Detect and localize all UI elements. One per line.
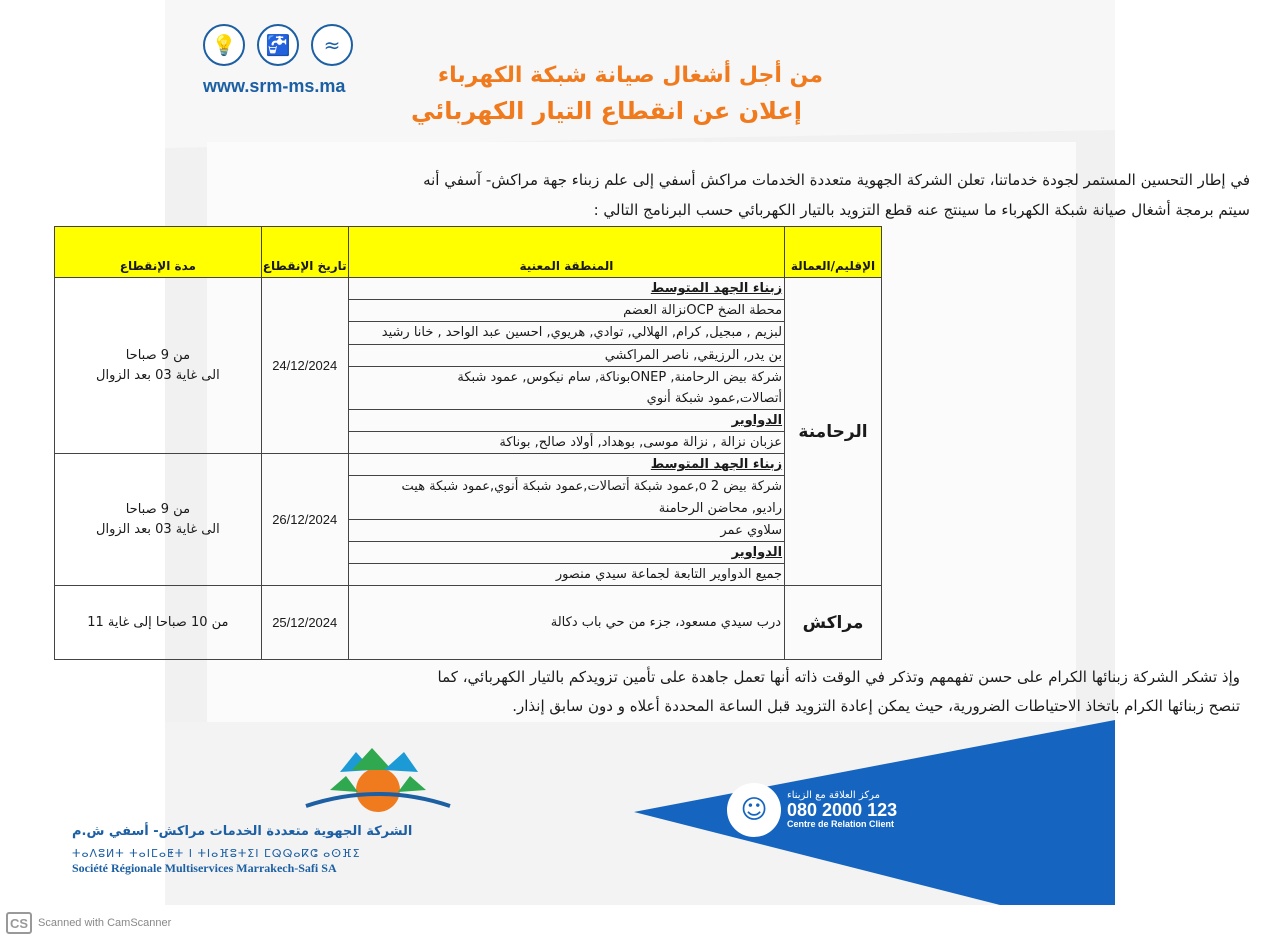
hotline-label-arabic: مركز العلاقة مع الزبناء bbox=[787, 789, 881, 801]
customer-hotline bbox=[727, 783, 897, 837]
company-name-arabic: الشركة الجهوية متعددة الخدمات مراكش- أسفي ش.م bbox=[72, 824, 413, 839]
call-agent-icon: ☺ bbox=[727, 783, 781, 837]
scanner-watermark bbox=[6, 912, 171, 934]
website-url: www.srm-ms.ma bbox=[203, 76, 346, 96]
zone-line: شركة بيض الرحامنة, ONEPبوناكة, سام نيكوس, عمود شبكة bbox=[457, 370, 783, 385]
zone-line: شركة بيض 2 o,عمود شبكة أتصالات,عمود شبكة أنوي,عمود شبكة هيت bbox=[401, 479, 783, 494]
company-name-tifinagh: ⵜⴰⴷⵓⵍⵜ ⵜⴰⵏⵎⴰⵟⵜ ⵏ ⵜⵏⴰⴼⵓⵜⵉⵏ ⵎⵕⵕⴰⴽⵛ ⴰⵙⴼⵉ bbox=[72, 847, 361, 860]
closing-line: تنصح زبنائها الكرام باتخاذ الاحتياطات الضرورية، حيث يمكن إعادة التزويد قبل الساعة المحددة أعلاه و دون سابق إنذار. bbox=[512, 697, 1240, 715]
intro-line: في إطار التحسين المستمر لجودة خدماتنا، تعلن الشركة الجهوية متعددة الخدمات مراكش أسفي إلى علم زبناء جهة مراكش- آسفي أنه bbox=[423, 171, 1250, 189]
camscanner-icon: CS bbox=[6, 912, 32, 934]
closing-line: وإذ تشكر الشركة زبنائها الكرام على حسن تفهمهم وتذكر في الوقت ذاته أنها تعمل جاهدة على تأمين تزويدكم بالتيار الكهربائي، كما bbox=[437, 668, 1240, 686]
company-name-french: Société Régionale Multiservices Marrakech-Safi SA bbox=[72, 861, 337, 875]
duration-line: الى غاية 03 بعد الزوال bbox=[96, 521, 220, 537]
duration-cell: من 10 صباحا إلى غاية 11 bbox=[55, 586, 262, 660]
hotline-label-french: Centre de Relation Client bbox=[787, 819, 895, 830]
zone-line: لبزيم , مبجيل, كرام, الهلالي, توادي, هريوي, احسين عبد الواحد , خانا رشيد bbox=[349, 322, 784, 345]
duration-line: من 9 صباحا bbox=[125, 501, 191, 517]
water-tap-icon: 🚰 bbox=[257, 24, 299, 66]
header-zone: المنطقة المعنية bbox=[348, 227, 784, 278]
zone-line: جميع الدواوير التابعة لجماعة سيدي منصور bbox=[555, 567, 783, 582]
zone-line: الدواوير bbox=[349, 542, 784, 564]
zone-line: أتصالات,عمود شبكة أنوي bbox=[349, 388, 784, 410]
scanner-text: Scanned with CamScanner bbox=[38, 917, 172, 929]
announcement-subtitle: إعلان عن انقطاع التيار الكهربائي bbox=[411, 97, 802, 125]
header-duration: مدة الإنقطاع bbox=[55, 227, 262, 278]
company-logo-icon bbox=[306, 748, 450, 812]
zone-line: سلاوي عمر bbox=[349, 520, 784, 542]
zone-line: عزبان نزالة , نزالة موسى, بوهداد, أولاد صالح, بوناكة bbox=[499, 435, 783, 450]
duration-line: من 9 صباحا bbox=[125, 347, 191, 363]
date-cell: 24/12/2024 bbox=[261, 278, 348, 454]
zone-line: زبناء الجهد المتوسط bbox=[349, 278, 784, 300]
announcement-title: من أجل أشغال صيانة شبكة الكهرباء bbox=[437, 63, 823, 88]
hotline-number: 080 2000 123 bbox=[787, 799, 898, 820]
zone-line: محطة الضخ OCPنزالة العضم bbox=[349, 300, 784, 322]
zone-line: الدواوير bbox=[349, 410, 784, 432]
date-cell: 25/12/2024 bbox=[261, 586, 348, 660]
header-date: تاريخ الإنقطاع bbox=[261, 227, 348, 278]
zone-cell: درب سيدي مسعود، جزء من حي باب دكالة bbox=[348, 586, 784, 660]
zone-line: راديو, محاضن الرحامنة bbox=[349, 498, 784, 520]
duration-line: الى غاية 03 بعد الزوال bbox=[96, 367, 220, 383]
zone-line: بن يدر, الرزيقي, ناصر المراكشي bbox=[349, 345, 784, 367]
intro-line: سيتم برمجة أشغال صيانة شبكة الكهرباء ما سينتج عنه قطع التزويد بالتيار الكهربائي حسب البرنامج التالي : bbox=[593, 201, 1250, 219]
zone-line: زبناء الجهد المتوسط bbox=[349, 454, 784, 476]
province-cell: مراكش bbox=[785, 586, 882, 660]
province-cell: الرحامنة bbox=[785, 278, 882, 586]
sanitation-icon: ≈ bbox=[311, 24, 353, 66]
lightbulb-icon: 💡 bbox=[203, 24, 245, 66]
header-province: الإقليم/العمالة bbox=[785, 227, 882, 278]
date-cell: 26/12/2024 bbox=[261, 454, 348, 586]
